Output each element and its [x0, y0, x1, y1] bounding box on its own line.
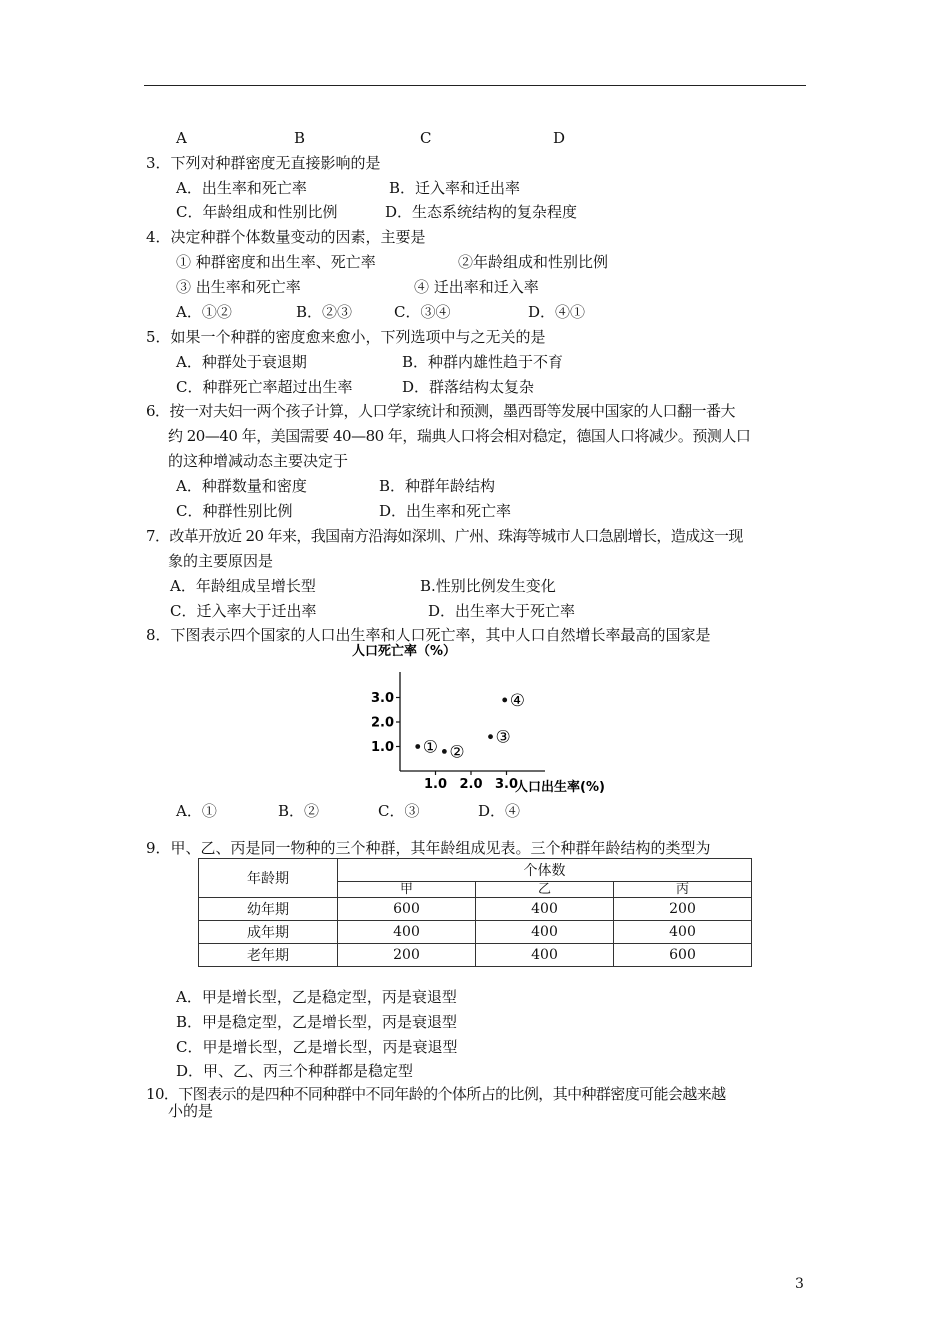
q7-option-d: D．出生率大于死亡率 — [428, 602, 576, 620]
q7-stem-line1: 7．改革开放近 20 年来，我国南方沿海如深圳、广州、珠海等城市人口急剧增长，造成这一现 — [146, 527, 743, 545]
cell: 400 — [476, 921, 614, 944]
cell: 200 — [614, 898, 752, 921]
cell: 400 — [338, 921, 476, 944]
q4-item-4: ④ 迁出率和迁入率 — [414, 278, 539, 296]
q5-option-a: A．种群处于衰退期 — [176, 353, 307, 371]
table-col-header: 年龄期 — [199, 859, 338, 898]
q6-option-a: A．种群数量和密度 — [176, 477, 307, 495]
q9-option-a: A．甲是增长型，乙是稳定型，丙是衰退型 — [176, 988, 457, 1006]
q9-option-c: C．甲是增长型，乙是增长型，丙是衰退型 — [176, 1038, 458, 1056]
page-number: 3 — [795, 1276, 804, 1292]
q6-option-c: C．种群性别比例 — [176, 502, 293, 520]
y-tick-label: 3.0 — [370, 691, 394, 706]
cell: 400 — [476, 944, 614, 967]
q4-item-3: ③ 出生率和死亡率 — [176, 278, 301, 296]
q3-option-d: D．生态系统结构的复杂程度 — [385, 203, 578, 221]
q8-option-d: D．④ — [478, 802, 521, 820]
q3-option-a: A．出生率和死亡率 — [176, 179, 307, 197]
table-row — [199, 898, 752, 921]
x-tick-label: 2.0 — [459, 777, 483, 792]
q9-option-b: B．甲是稳定型，乙是增长型，丙是衰退型 — [176, 1013, 458, 1031]
cell: 400 — [476, 898, 614, 921]
q9-option-d: D．甲、乙、丙三个种群都是稳定型 — [176, 1062, 414, 1080]
q9-stem: 9．甲、乙、丙是同一物种的三个种群，其年龄组成见表。三个种群年龄结构的类型为 — [146, 839, 711, 857]
q6-option-b: B．种群年龄结构 — [379, 477, 496, 495]
x-tick-label: 1.0 — [423, 777, 448, 792]
q6-option-d: D．出生率和死亡率 — [379, 502, 512, 520]
cell: 600 — [614, 944, 752, 967]
table-group-header: 个体数 — [338, 859, 752, 882]
table-group-yi: 乙 — [476, 882, 614, 898]
table-row — [199, 921, 752, 944]
q7-option-b: B.性别比例发生变化 — [420, 577, 556, 595]
q8-option-b: B．② — [278, 802, 320, 820]
data-point — [415, 744, 420, 749]
q8-option-a: A．① — [176, 802, 217, 820]
q2-label-d: D — [553, 129, 566, 147]
q2-label-c: C — [420, 129, 432, 147]
row-label: 幼年期 — [199, 898, 338, 921]
q4-stem: 4．决定种群个体数量变动的因素，主要是 — [146, 228, 426, 246]
q6-stem-line3: 的这种增减动态主要决定于 — [168, 452, 349, 470]
q4-option-d: D．④① — [528, 303, 586, 321]
q5-option-c: C．种群死亡率超过出生率 — [176, 378, 353, 396]
q7-option-c: C．迁入率大于迁出率 — [170, 602, 317, 620]
data-point — [502, 698, 507, 703]
q4-item-2: ②年龄组成和性别比例 — [458, 253, 609, 271]
y-tick-label: 2.0 — [370, 715, 394, 731]
q8-option-c: C．③ — [378, 802, 420, 820]
q5-option-d: D．群落结构太复杂 — [402, 378, 535, 396]
q6-stem-line1: 6．按一对夫妇一两个孩子计算，人口学家统计和预测，墨西哥等发展中国家的人口翻一番大 — [146, 402, 736, 420]
q5-stem: 5．如果一个种群的密度愈来愈小，下列选项中与之无关的是 — [146, 328, 546, 346]
age-structure-table — [198, 858, 752, 967]
table-row — [199, 944, 752, 967]
table-header-row — [199, 859, 752, 882]
q2-label-b: B — [294, 129, 306, 147]
table-group-bing: 丙 — [614, 882, 752, 898]
data-point-label: ④ — [509, 690, 525, 711]
y-tick-label: 1.0 — [370, 740, 394, 755]
q4-option-b: B．②③ — [296, 303, 353, 321]
data-point-label: ② — [449, 742, 465, 763]
q3-option-c: C．年龄组成和性别比例 — [176, 203, 338, 221]
header-rule — [144, 85, 806, 86]
table-group-jia: 甲 — [338, 882, 476, 898]
cell: 200 — [338, 944, 476, 967]
data-point — [442, 749, 447, 754]
chart-x-axis-label: 人口出生率(%) — [515, 780, 605, 795]
x-tick-label: 3.0 — [494, 777, 519, 792]
data-point — [488, 734, 493, 739]
q4-option-c: C．③④ — [394, 303, 451, 321]
q4-option-a: A．①② — [176, 303, 232, 321]
q7-stem-line2: 象的主要原因是 — [168, 552, 274, 570]
q8-stem: 8．下图表示四个国家的人口出生率和人口死亡率，其中人口自然增长率最高的国家是 — [146, 626, 711, 644]
q3-stem: 3．下列对种群密度无直接影响的是 — [146, 154, 381, 172]
q10-stem-line1: 10．下图表示的是四种不同种群中不同年龄的个体所占的比例，其中种群密度可能会越来越 — [146, 1085, 726, 1103]
data-point-label: ① — [422, 737, 438, 758]
q5-option-b: B．种群内雄性趋于不育 — [402, 353, 564, 371]
q2-label-a: A — [176, 129, 187, 147]
q4-item-1: ① 种群密度和出生率、死亡率 — [176, 253, 376, 271]
birth-death-scatter-chart — [340, 638, 640, 802]
cell: 600 — [338, 898, 476, 921]
q3-option-b: B．迁入率和迁出率 — [389, 179, 521, 197]
q7-option-a: A．年龄组成呈增长型 — [170, 577, 316, 595]
chart-y-axis-label: 人口死亡率（%） — [352, 644, 457, 659]
row-label: 老年期 — [199, 944, 338, 967]
q6-stem-line2: 约 20—40 年，美国需要 40—80 年，瑞典人口将会相对稳定，德国人口将减少。预测人口 — [168, 427, 751, 445]
q10-stem-line2: 小的是 — [168, 1102, 214, 1120]
data-point-label: ③ — [495, 727, 511, 748]
cell: 400 — [614, 921, 752, 944]
row-label: 成年期 — [199, 921, 338, 944]
